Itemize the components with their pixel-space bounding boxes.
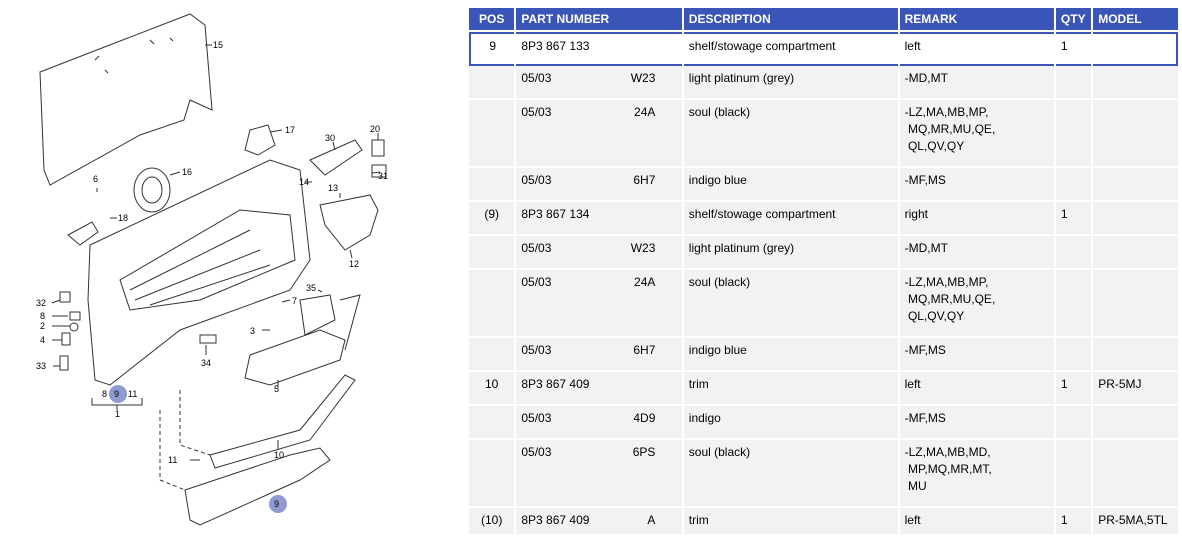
part-number-variant: W23 xyxy=(630,71,656,85)
callout-label[interactable]: 17 xyxy=(285,125,296,135)
cell-description: light platinum (grey) xyxy=(684,66,898,100)
header-description[interactable]: DESCRIPTION xyxy=(684,8,898,32)
callout-label[interactable]: 6 xyxy=(93,174,99,184)
trim-contour-lines xyxy=(130,230,270,305)
cell-description: indigo blue xyxy=(684,338,898,372)
cell-pos xyxy=(469,270,514,338)
part-number-code: 05/03 xyxy=(521,173,552,187)
cell-description: soul (black) xyxy=(684,270,898,338)
parts-list xyxy=(469,8,1182,536)
part-number-variant: 6H7 xyxy=(633,173,656,187)
cell-part-number xyxy=(516,508,681,536)
callout-label[interactable]: 13 xyxy=(328,183,339,193)
cell-description: indigo xyxy=(684,406,898,440)
cell-description: indigo blue xyxy=(684,168,898,202)
cell-part-number xyxy=(516,440,681,508)
callout-label[interactable]: 20 xyxy=(370,124,381,134)
cell-qty: 1 xyxy=(1056,202,1091,236)
header-pos[interactable]: POS xyxy=(469,8,514,32)
callout-label-11[interactable]: 11 xyxy=(168,455,178,465)
cell-pos: 10 xyxy=(469,372,514,406)
part-number-code: 05/03 xyxy=(521,105,552,119)
cell-qty xyxy=(1056,440,1091,508)
cell-part-number xyxy=(516,168,681,202)
cell-part-number xyxy=(516,100,681,168)
cell-pos xyxy=(469,236,514,270)
cell-remark: left xyxy=(900,508,1054,536)
cell-remark: -MF,MS xyxy=(900,168,1054,202)
insulation-sheet-shape xyxy=(40,14,212,185)
table-row[interactable] xyxy=(469,168,1178,202)
cell-part-number xyxy=(516,236,681,270)
speaker-ring-shape xyxy=(134,168,170,212)
table-header-row xyxy=(469,8,1178,32)
callout-label[interactable]: 5 xyxy=(274,384,280,394)
exploded-parts-diagram xyxy=(0,0,460,539)
leader-line-a xyxy=(160,410,185,490)
callout-label[interactable]: 30 xyxy=(325,133,336,143)
cell-remark: left xyxy=(900,32,1054,66)
cell-qty xyxy=(1056,236,1091,270)
table-row[interactable] xyxy=(469,100,1178,168)
part-number-variant: 4D9 xyxy=(633,411,656,425)
part-number-code: 05/03 xyxy=(521,411,552,425)
cell-qty: 1 xyxy=(1056,508,1091,536)
cell-qty xyxy=(1056,270,1091,338)
callout-label[interactable]: 12 xyxy=(349,259,360,269)
cell-model xyxy=(1093,66,1178,100)
part-33-shape xyxy=(60,356,68,370)
cell-pos xyxy=(469,440,514,508)
lower-trim-9-shape xyxy=(185,448,330,525)
part-number-code: 8P3 867 409 xyxy=(521,513,590,527)
callout-label[interactable]: 14 xyxy=(299,177,310,187)
cell-description: shelf/stowage compartment xyxy=(684,32,898,66)
callout-label[interactable]: 9 xyxy=(114,389,120,399)
cell-pos: 9 xyxy=(469,32,514,66)
callout-label[interactable]: 8 xyxy=(40,311,46,321)
cell-description: soul (black) xyxy=(684,100,898,168)
cell-qty: 1 xyxy=(1056,32,1091,66)
callout-label[interactable]: 1 xyxy=(115,409,121,419)
table-row[interactable] xyxy=(469,202,1178,236)
callout-label[interactable]: 2 xyxy=(40,321,46,331)
table-row[interactable] xyxy=(469,406,1178,440)
door-trim-shape xyxy=(88,160,310,385)
bracket-17-shape xyxy=(245,125,275,155)
part-number-variant: 6PS xyxy=(632,445,656,459)
callout-label[interactable]: 4 xyxy=(40,335,46,345)
header-qty[interactable]: QTY xyxy=(1056,8,1091,32)
cell-model xyxy=(1093,338,1178,372)
handle-30-shape xyxy=(310,140,362,175)
cell-remark: -MF,MS xyxy=(900,338,1054,372)
cell-pos: (9) xyxy=(469,202,514,236)
callout-label[interactable]: 32 xyxy=(36,298,47,308)
clip-18-shape xyxy=(68,222,98,245)
table-row[interactable] xyxy=(469,440,1178,508)
callout-label[interactable]: 7 xyxy=(292,296,298,306)
cell-model xyxy=(1093,202,1178,236)
cell-description: trim xyxy=(684,372,898,406)
cell-model xyxy=(1093,440,1178,508)
cell-model: PR-5MJ xyxy=(1093,372,1178,406)
part-number-variant: 24A xyxy=(634,275,656,289)
leader-line-b xyxy=(180,390,210,455)
cell-description: shelf/stowage compartment xyxy=(684,202,898,236)
door-panel-drawing xyxy=(0,0,460,539)
cell-description: trim xyxy=(684,508,898,536)
cell-pos xyxy=(469,66,514,100)
part-number-variant: 24A xyxy=(634,105,656,119)
header-remark[interactable]: REMARK xyxy=(900,8,1054,32)
cell-model xyxy=(1093,100,1178,168)
cell-pos: (10) xyxy=(469,508,514,536)
callout-label[interactable]: 31 xyxy=(378,171,389,181)
header-model[interactable]: MODEL xyxy=(1093,8,1178,32)
part-2-shape xyxy=(70,323,78,331)
cell-remark: -MD,MT xyxy=(900,66,1054,100)
cell-remark: right xyxy=(900,202,1054,236)
cell-part-number xyxy=(516,372,681,406)
part-number-variant: 6H7 xyxy=(633,343,656,357)
cell-qty xyxy=(1056,406,1091,440)
cell-part-number xyxy=(516,32,681,66)
header-part-number[interactable]: PART NUMBER xyxy=(516,8,681,32)
callout-label[interactable]: 10 xyxy=(274,450,285,460)
table-row[interactable] xyxy=(469,338,1178,372)
part-number-code: 05/03 xyxy=(521,445,552,459)
callout-label[interactable]: 11 xyxy=(128,389,138,399)
callout-label[interactable]: 18 xyxy=(118,213,129,223)
speaker-ring-inner xyxy=(142,177,162,203)
cell-model xyxy=(1093,270,1178,338)
part-34-shape xyxy=(200,335,216,343)
cell-part-number xyxy=(516,202,681,236)
cell-qty xyxy=(1056,338,1091,372)
part-number-code: 05/03 xyxy=(521,275,552,289)
cell-remark: -LZ,MA,MB,MP, MQ,MR,MU,QE, QL,QV,QY xyxy=(900,270,1054,338)
cell-remark: -LZ,MA,MB,MD, MP,MQ,MR,MT, MU xyxy=(900,440,1054,508)
callout-label[interactable]: 16 xyxy=(182,167,193,177)
callout-label[interactable]: 33 xyxy=(36,361,47,371)
switch-20-shape xyxy=(372,140,384,156)
cell-pos xyxy=(469,406,514,440)
parts-table xyxy=(467,8,1180,536)
callout-label[interactable]: 15 xyxy=(213,40,224,50)
insulation-holes xyxy=(95,38,173,73)
callout-label[interactable]: 9 xyxy=(274,499,280,509)
cell-description: soul (black) xyxy=(684,440,898,508)
table-row[interactable] xyxy=(469,32,1178,66)
cell-remark: left xyxy=(900,372,1054,406)
cell-pos xyxy=(469,338,514,372)
table-row[interactable] xyxy=(469,372,1178,406)
part-number-code: 05/03 xyxy=(521,71,552,85)
table-row[interactable] xyxy=(469,236,1178,270)
cell-pos xyxy=(469,100,514,168)
callout-label[interactable]: 3 xyxy=(250,326,256,336)
cell-remark: -MF,MS xyxy=(900,406,1054,440)
part-number-variant: W23 xyxy=(630,241,656,255)
part-number-code: 8P3 867 409 xyxy=(521,377,590,391)
cell-model xyxy=(1093,406,1178,440)
cell-part-number xyxy=(516,406,681,440)
part-number-code: 05/03 xyxy=(521,241,552,255)
cell-qty xyxy=(1056,100,1091,168)
part-number-code: 8P3 867 134 xyxy=(521,207,590,221)
cell-qty: 1 xyxy=(1056,372,1091,406)
cell-description: light platinum (grey) xyxy=(684,236,898,270)
part-35b-shape xyxy=(340,295,360,350)
part-8-shape xyxy=(70,312,80,320)
cell-model xyxy=(1093,168,1178,202)
table-row[interactable] xyxy=(469,66,1178,100)
callout-label-8[interactable]: 8 xyxy=(102,389,108,399)
part-number-variant: A xyxy=(647,513,656,527)
cell-remark: -MD,MT xyxy=(900,236,1054,270)
cell-part-number xyxy=(516,338,681,372)
cell-pos xyxy=(469,168,514,202)
cell-part-number xyxy=(516,270,681,338)
part-32-shape xyxy=(60,292,70,302)
armrest-5-shape xyxy=(245,330,345,385)
cell-model xyxy=(1093,236,1178,270)
callout-label[interactable]: 34 xyxy=(201,358,212,368)
part-number-code: 05/03 xyxy=(521,343,552,357)
table-row[interactable] xyxy=(469,508,1178,536)
part-12-shape xyxy=(320,195,378,250)
cell-part-number xyxy=(516,66,681,100)
cell-model: PR-5MA,5TL xyxy=(1093,508,1178,536)
table-body xyxy=(469,32,1178,536)
table-row[interactable] xyxy=(469,270,1178,338)
cell-qty xyxy=(1056,66,1091,100)
cell-remark: -LZ,MA,MB,MP, MQ,MR,MU,QE, QL,QV,QY xyxy=(900,100,1054,168)
cell-model xyxy=(1093,32,1178,66)
part-4-shape xyxy=(62,333,70,345)
part-35-shape xyxy=(300,295,335,335)
part-number-code: 8P3 867 133 xyxy=(521,39,590,53)
callout-label[interactable]: 35 xyxy=(306,283,317,293)
cell-qty xyxy=(1056,168,1091,202)
